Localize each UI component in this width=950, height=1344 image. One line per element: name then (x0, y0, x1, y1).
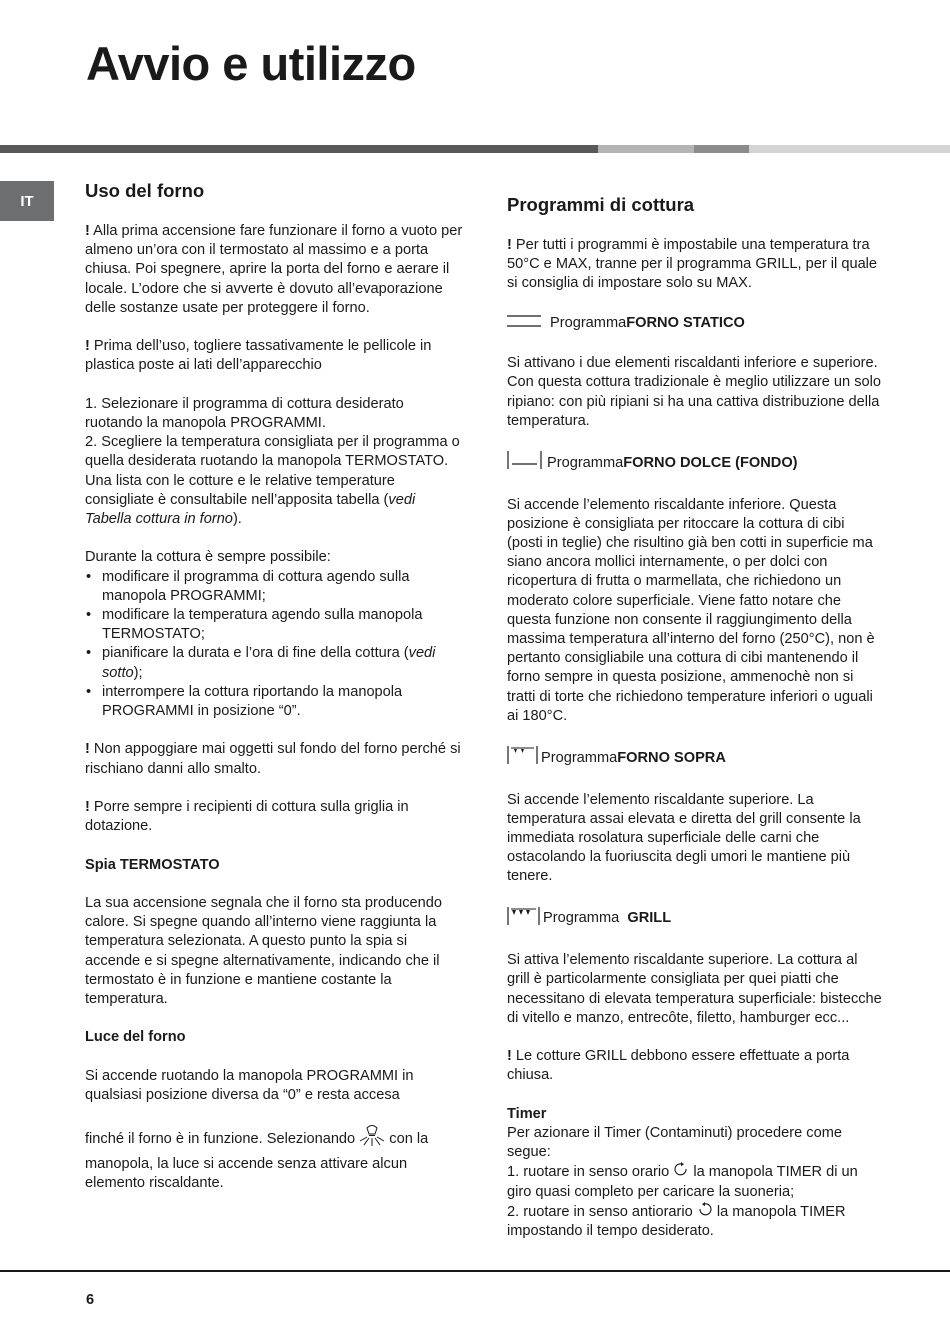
program-grill-text: Si attiva l’elemento riscaldante superiore. La cottura al grill è particolarmente consigliata per quei piatti che necessitano di elevata temperatura superficiale: bistecche di vitello e manzo, entrecôte, filetto, hamburger ecc... (507, 952, 882, 1026)
warning-grid-text: Porre sempre i recipienti di cottura sulla griglia in dotazione. (85, 799, 409, 835)
program-prefix: Programma (547, 454, 624, 471)
spia-text: La sua accensione segnala che il forno sta producendo calore. Si spegne quando all’interno viene raggiunta la temperatura selezionata. A questo punto la spia si accende e si spegne alternativamente, indicando che il termostato è in funzione e mantiene costante la temperatura. (85, 895, 442, 1008)
list-item-end: ); (133, 664, 143, 681)
counterclockwise-arrow-icon (697, 1202, 713, 1222)
timer-step-2 (507, 1202, 882, 1241)
section-heading-programmi: Programmi di cottura (507, 194, 695, 215)
warning-mark: ! (85, 799, 90, 816)
program-dolce-text: Si accende l’elemento riscaldante inferiore. Questa posizione è consigliata per ritoccare la cottura di cibi (posti in teglie) che risultino già ben cotti in superficie ma siano ancora mollici internamente, o per dolci con ricopertura di frutta o marmellata, che richiedono un moderato colore superficiale. Viene fatto notare che questa funzione non consente il raggiungimento della massima temperatura all’interno del forno (250°C), non è pertanto consigliabile una cottura di cibi mantenendo il forno sempre in questa posizione, ammenochè non si tratti di torte che richiedono temperature inferiori o uguali ai 180°C. (507, 496, 875, 724)
language-tab: IT (0, 181, 54, 221)
program-grill-title (507, 906, 882, 932)
luce-text-1: Si accende ruotando la manopola PROGRAMMI in qualsiasi posizione diversa da “0” e resta accesa (85, 1067, 414, 1103)
step-1: 1. Selezionare il programma di cottura desiderato ruotando la manopola PROGRAMMI. (85, 395, 404, 431)
timer-step-1 (507, 1162, 882, 1201)
top-heat-icon (507, 745, 539, 771)
programs-intro-text: Per tutti i programmi è impostabile una temperatura tra 50°C e MAX, tranne per il programma GRILL, per il quale si consiglia di impostare solo su MAX. (507, 237, 878, 292)
timer-step-2-end: la manopola TIMER impostando il tempo desiderato. (507, 1203, 846, 1239)
program-prefix: Programma (550, 315, 627, 332)
timer-intro: Per azionare il Timer (Contaminuti) procedere come segue: (507, 1124, 842, 1161)
list-item-text: pianificare la durata e l’ora di fine della cottura ( (102, 645, 409, 662)
warning-bottom-text: Non appoggiare mai oggetti sul fondo del forno perché si rischiano danni allo smalto. (85, 741, 461, 777)
warning-mark: ! (85, 741, 90, 758)
warning-first-use (85, 222, 465, 318)
program-statico-title (507, 313, 882, 335)
warning-mark: ! (85, 338, 90, 355)
during-list (85, 568, 465, 722)
luce-text-2 (85, 1124, 465, 1193)
warning-films-text: Prima dell’uso, togliere tassativamente le pellicole in plastica poste ai lati dell’apparecchio (85, 338, 432, 374)
page-number: 6 (86, 1292, 95, 1308)
spia-heading: Spia TERMOSTATO (85, 856, 220, 873)
program-name: GRILL (627, 910, 672, 927)
program-statico-text: Si attivano i due elementi riscaldanti inferiore e superiore. Con questa cottura tradizionale è meglio utilizzare un solo ripiano: con più ripiani si ha una cattiva distribuzione della temperatura. (507, 355, 881, 429)
bottom-heat-icon (507, 450, 543, 476)
step-3 (85, 472, 465, 530)
program-sopra-text: Si accende l’elemento riscaldante superiore. La temperatura assai elevata e diretta del grill consente la immediata rosolatura superficiale delle carni che ostacolando la fuoriuscita degli umori le mantiene più tenere. (507, 791, 861, 885)
timer-heading: Timer (507, 1105, 547, 1122)
grill-note (507, 1047, 882, 1085)
page-title: Avvio e utilizzo (86, 37, 416, 90)
header-rule-mid (694, 145, 749, 153)
warning-mark: ! (507, 1048, 512, 1065)
timer-step-1-start: 1. ruotare in senso orario (507, 1164, 674, 1181)
luce-heading: Luce del forno (85, 1029, 186, 1046)
lamp-icon (359, 1124, 385, 1154)
warning-films (85, 337, 465, 375)
footer-rule (0, 1270, 950, 1272)
warning-mark: ! (85, 223, 90, 239)
list-item: • modificare la temperatura agendo sulla manopola TERMOSTATO; (85, 606, 465, 644)
header-rule-light (598, 145, 694, 153)
static-oven-icon (507, 313, 543, 335)
program-name: FORNO SOPRA (617, 749, 726, 766)
step-2: 2. Scegliere la temperatura consigliata per il programma o quella desiderata ruotando la manopola TERMOSTATO. (85, 434, 460, 470)
timer-step-1-end: la manopola TIMER di un giro quasi completo per caricare la suoneria; (507, 1164, 858, 1200)
program-name: FORNO STATICO (626, 315, 745, 332)
see-below-reference: vedi sotto (102, 645, 436, 681)
grill-icon (507, 906, 541, 932)
list-item: • interrompere la cottura riportando la manopola PROGRAMMI in posizione “0”. (85, 683, 465, 721)
grill-note-text: Le cotture GRILL debbono essere effettuate a porta chiusa. (507, 1048, 850, 1084)
warning-grid (85, 798, 465, 836)
right-column (507, 194, 882, 1241)
warning-bottom (85, 740, 465, 778)
luce-text-2-end: con la manopola, la luce si accende senza attivare alcun elemento riscaldante. (85, 1131, 429, 1191)
clockwise-arrow-icon (673, 1162, 689, 1182)
left-column (85, 180, 465, 1212)
list-item: • modificare il programma di cottura agendo sulla manopola PROGRAMMI; (85, 568, 465, 606)
warning-first-use-text: Alla prima accensione fare funzionare il forno a vuoto per almeno un’ora con il termostato al massimo e a porta chiusa. Poi spegnere, aprire la porta del forno e aerare il locale. L’odore che si avverte è dovuto all’evaporazione delle sostanze usate per proteggere il forno. (85, 223, 463, 316)
list-item (85, 644, 465, 682)
program-dolce-title (507, 450, 882, 476)
programs-intro (507, 236, 882, 294)
header-rule-pale (749, 145, 950, 153)
section-heading-uso-forno: Uso del forno (85, 180, 205, 201)
table-reference: vedi Tabella cottura in forno (85, 491, 416, 528)
program-prefix: Programma (541, 749, 618, 766)
luce-text-2-start: finché il forno è in funzione. Selezionando (85, 1131, 356, 1148)
step-3-text: Una lista con le cotture e le relative temperature consigliate è consultabile nell’apposita tabella ( (85, 472, 395, 508)
program-name: FORNO DOLCE (FONDO) (623, 454, 798, 471)
header-rule-dark (0, 145, 598, 153)
during-intro: Durante la cottura è sempre possibile: (85, 549, 331, 566)
timer-step-2-start: 2. ruotare in senso antiorario (507, 1203, 697, 1220)
program-sopra-title (507, 745, 882, 771)
warning-mark: ! (507, 237, 512, 253)
program-prefix: Programma (543, 910, 628, 927)
step-3-end: ). (232, 511, 242, 528)
